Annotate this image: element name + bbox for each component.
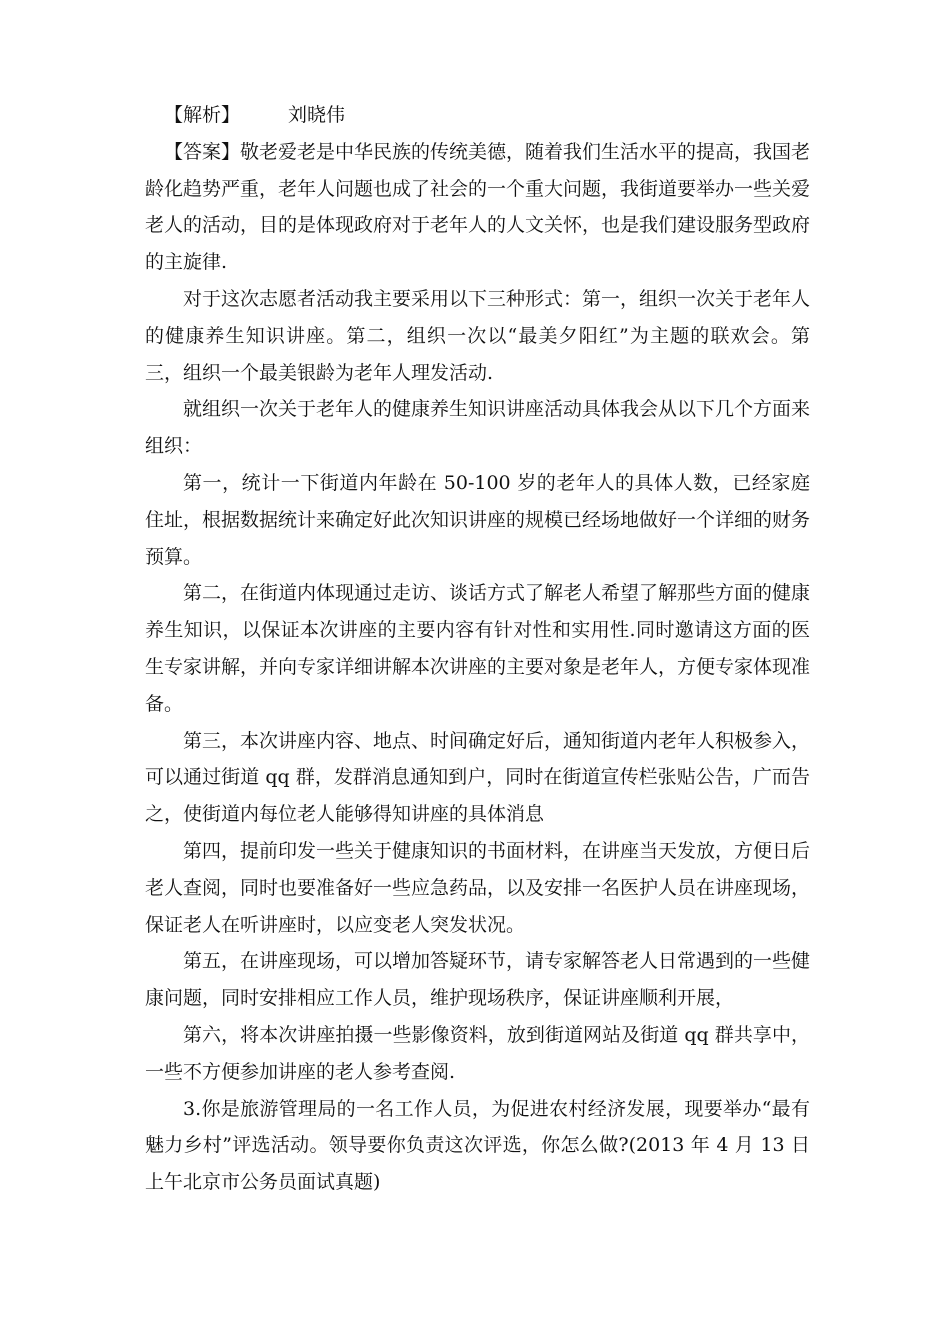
step-two-paragraph: 第二，在街道内体现通过走访、谈话方式了解老人希望了解那些方面的健康养生知识，以保证本次讲座的主要内容有针对性和实用性.同时邀请这方面的医生专家讲解，并向专家详细讲解本次讲座的主要对象是老年人，方便专家体现准备。 [145, 582, 811, 715]
step-one-paragraph: 第一，统计一下街道内年龄在 50-100 岁的老年人的具体人数，已经家庭住址，根据数据统计来确定好此次知识讲座的规模已经场地做好一个详细的财务预算。 [145, 471, 811, 568]
author-name: 刘晓伟 [288, 104, 346, 126]
step-five-paragraph: 第五，在讲座现场，可以增加答疑环节，请专家解答老人日常遇到的一些健康问题，同时安排相应工作人员，维护现场秩序，保证讲座顺利开展， [145, 950, 811, 1010]
step-four-paragraph: 第四，提前印发一些关于健康知识的书面材料，在讲座当天发放，方便日后老人查阅，同时也要准备好一些应急药品，以及安排一名医护人员在讲座现场，保证老人在听讲座时，以应变老人突发状况。 [145, 839, 811, 936]
answer-paragraph: 【答案】敬老爱老是中华民族的传统美德，随着我们生活水平的提高，我国老龄化趋势严重，老年人问题也成了社会的一个重大问题，我街道要举办一些关爱老人的活动，目的是体现政府对于老年人的人文关怀，也是我们建设服务型政府的主旋律. [145, 140, 811, 274]
step-three-paragraph: 第三，本次讲座内容、地点、时间确定好后，通知街道内老年人积极参入，可以通过街道 qq 群，发群消息通知到户，同时在街道宣传栏张贴公告，广而告之，使街道内每位老人能够得知讲座的具体消息 [145, 729, 811, 826]
organize-intro-paragraph: 就组织一次关于老年人的健康养生知识讲座活动具体我会从以下几个方面来组织： [145, 398, 811, 458]
step-six-paragraph: 第六，将本次讲座拍摄一些影像资料，放到街道网站及街道 qq 群共享中，一些不方便参加讲座的老人参考查阅. [145, 1023, 810, 1083]
analysis-header [145, 97, 810, 134]
forms-paragraph: 对于这次志愿者活动我主要采用以下三种形式：第一，组织一次关于老年人的健康养生知识讲座。第二，组织一次以“最美夕阳红”为主题的联欢会。第三，组织一个最美银龄为老年人理发活动. [145, 287, 811, 384]
analysis-label: 【解析】 [164, 104, 241, 126]
question-three-paragraph: 3.你是旅游管理局的一名工作人员，为促进农村经济发展，现要举办“最有魅力乡村”评选活动。领导要你负责这次评选，你怎么做?(2013 年 4 月 13 日上午北京市公务员面试真题) [145, 1097, 810, 1194]
document-body [145, 97, 810, 1201]
